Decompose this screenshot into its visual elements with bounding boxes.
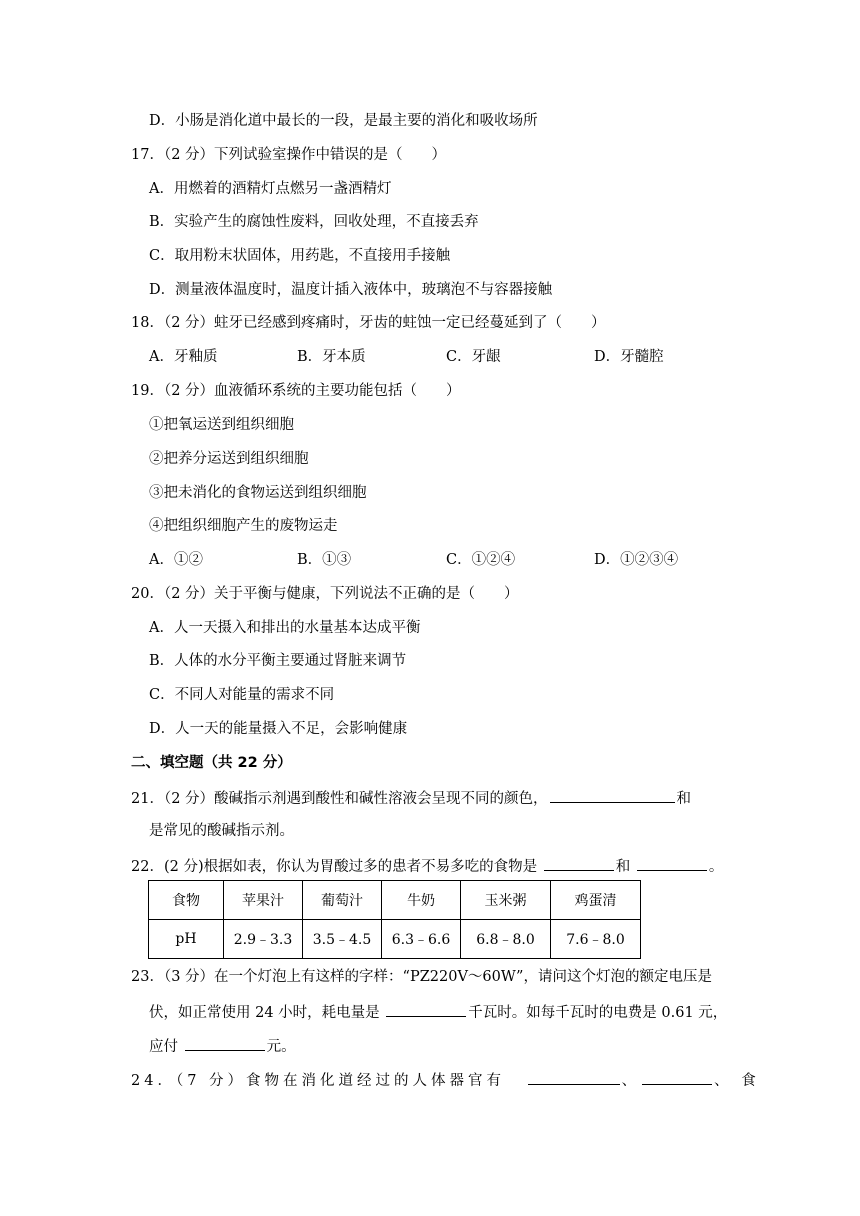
ph-table — [148, 880, 641, 959]
table-header-cell: 玉米粥 — [461, 881, 551, 920]
q22-end: 。 — [708, 859, 724, 875]
q24-blank-2[interactable] — [642, 1069, 712, 1085]
q19-option-c: C．①②④ — [446, 552, 516, 568]
q17-option-d: D．测量液体温度时，温度计插入液体中，玻璃泡不与容器接触 — [149, 282, 553, 298]
q24-blank-1[interactable] — [528, 1069, 620, 1085]
q20-option-d: D．人一天的能量摄入不足，会影响健康 — [149, 721, 408, 737]
q22-blank-2[interactable] — [637, 855, 707, 871]
table-header-cell: 鸡蛋清 — [551, 881, 641, 920]
q21-line-2: 是常见的酸碱指示剂。 — [149, 823, 294, 839]
q18-option-a: A．牙釉质 — [149, 349, 218, 365]
table-cell: 6.3﹣6.6 — [382, 920, 461, 959]
q17-option-b: B．实验产生的腐蚀性废料，回收处理，不直接丢弃 — [149, 214, 479, 230]
section-2-heading: 二、填空题（共 22 分） — [131, 755, 292, 771]
q23-blank-2[interactable] — [386, 1001, 466, 1017]
q21-line-1 — [131, 787, 691, 809]
q23-line-2 — [149, 1001, 727, 1023]
table-row — [149, 920, 641, 959]
q24-line-1 — [131, 1069, 760, 1091]
q22-text: 22．(2 分)根据如表，你认为胃酸过多的患者不易多吃的食物是 — [131, 859, 538, 875]
q23-line-1: 23．（3 分）在一个灯泡上有这样的字样：“PZ220V～60W”，请问这个灯泡的额定电压是 — [131, 969, 712, 985]
q17-stem: 17．（2 分）下列试验室操作中错误的是（ ） — [131, 147, 447, 163]
q20-option-c: C．不同人对能量的需求不同 — [149, 687, 335, 703]
q18-option-b: B．牙本质 — [297, 349, 366, 365]
q19-statement-2: ②把养分运送到组织细胞 — [149, 451, 309, 467]
table-cell: 3.5﹣4.5 — [303, 920, 382, 959]
q18-option-d: D．牙髓腔 — [594, 349, 664, 365]
q17-option-c: C．取用粉末状固体，用药匙，不直接用手接触 — [149, 248, 451, 264]
q23-text-d: 元。 — [266, 1039, 296, 1055]
q24-text: 24．（7 分）食物在消化道经过的人体器官有 — [131, 1073, 506, 1089]
q19-stem: 19．（2 分）血液循环系统的主要功能包括（ ） — [131, 383, 461, 399]
q18-stem: 18．（2 分）蛀牙已经感到疼痛时，牙齿的蛀蚀一定已经蔓延到了（ ） — [131, 315, 606, 331]
q24-end: 食 — [741, 1073, 760, 1089]
q19-statement-1: ①把氧运送到组织细胞 — [149, 417, 294, 433]
q20-option-a: A．人一天摄入和排出的水量基本达成平衡 — [149, 620, 421, 636]
q19-option-d: D．①②③④ — [594, 552, 679, 568]
table-header-cell: 牛奶 — [382, 881, 461, 920]
q16-option-d: D．小肠是消化道中最长的一段，是最主要的消化和吸收场所 — [149, 113, 538, 129]
q17-option-a: A．用燃着的酒精灯点燃另一盏酒精灯 — [149, 181, 392, 197]
q19-statement-4: ④把组织细胞产生的废物运走 — [149, 518, 338, 534]
q19-option-b: B．①③ — [297, 552, 352, 568]
q22-and: 和 — [615, 859, 631, 875]
table-header-cell: 食物 — [149, 881, 224, 920]
table-cell: 2.9﹣3.3 — [224, 920, 303, 959]
table-header-cell: 葡萄汁 — [303, 881, 382, 920]
q24-sep-1: 、 — [621, 1073, 641, 1089]
q23-blank-3[interactable] — [185, 1035, 265, 1051]
q22-stem — [131, 855, 723, 877]
q21-and: 和 — [676, 791, 692, 807]
table-cell: 7.6﹣8.0 — [551, 920, 641, 959]
table-header-cell: 苹果汁 — [224, 881, 303, 920]
q18-option-c: C．牙龈 — [446, 349, 501, 365]
q21-blank-1[interactable] — [550, 787, 675, 803]
q22-blank-1[interactable] — [544, 855, 614, 871]
q23-line-3 — [149, 1035, 296, 1057]
table-cell: 6.8﹣8.0 — [461, 920, 551, 959]
table-cell: pH — [149, 920, 224, 959]
q20-option-b: B．人体的水分平衡主要通过肾脏来调节 — [149, 653, 407, 669]
q20-stem: 20．（2 分）关于平衡与健康，下列说法不正确的是（ ） — [131, 586, 519, 602]
q21-text: 21．（2 分）酸碱指示剂遇到酸性和碱性溶液会呈现不同的颜色， — [131, 791, 548, 807]
q19-statement-3: ③把未消化的食物运送到组织细胞 — [149, 485, 367, 501]
table-row — [149, 881, 641, 920]
q19-option-a: A．①② — [149, 552, 203, 568]
q24-sep-2: 、 — [714, 1073, 733, 1089]
q23-text-b: 千瓦时。如每千瓦时的电费是 0.61 元， — [468, 1005, 728, 1021]
q23-text-a: 伏，如正常使用 24 小时，耗电量是 — [149, 1005, 380, 1021]
q23-text-c: 应付 — [149, 1039, 178, 1055]
